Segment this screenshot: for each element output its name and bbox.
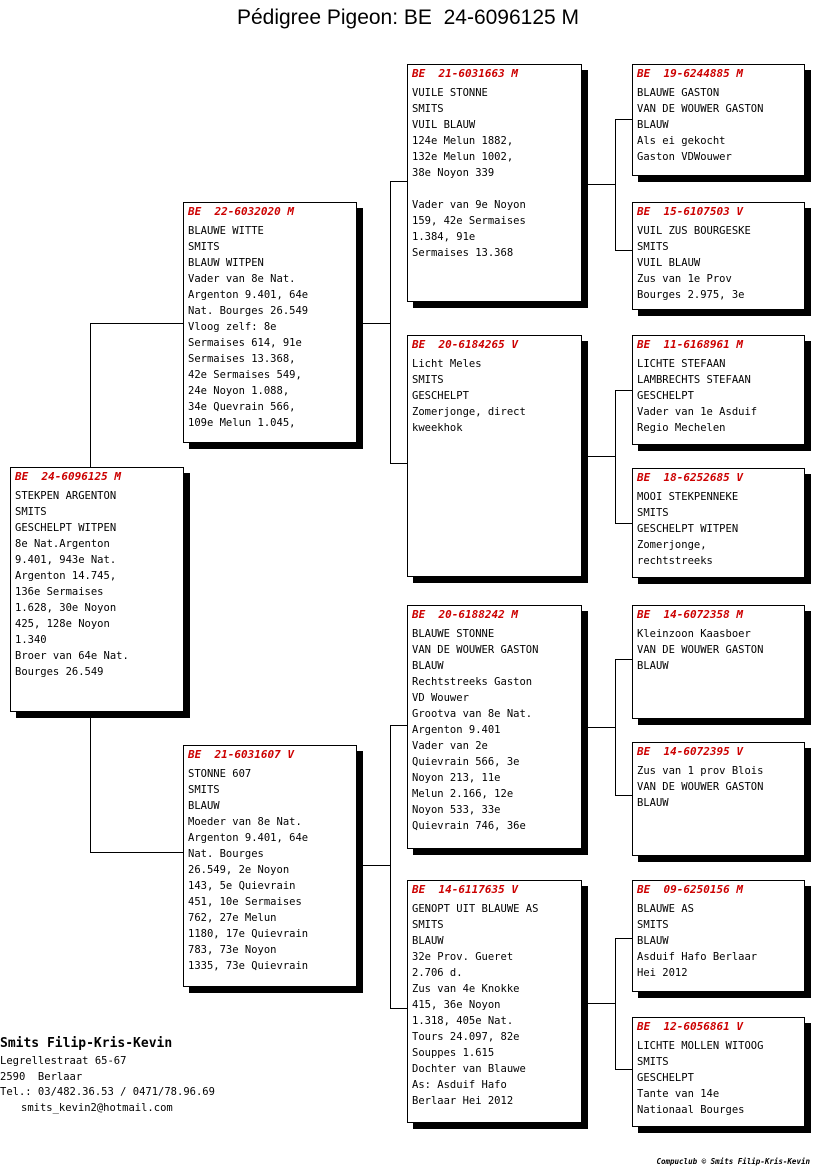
ring-number: BE 14-6072395 V xyxy=(637,745,743,758)
pigeon-card-mff xyxy=(632,605,805,719)
pigeon-info-line: VUIL BLAUW xyxy=(637,257,701,269)
pigeon-info-line: As: Asduif Hafo xyxy=(412,1079,507,1091)
pigeon-info-line: Argenton 9.401, 64e xyxy=(188,289,309,301)
connector-line xyxy=(90,323,183,324)
pigeon-info-line: Moeder van 8e Nat. xyxy=(188,816,302,828)
pigeon-info-line: Vader van 1e Asduif xyxy=(637,406,758,418)
pigeon-info-line: Bourges 26.549 xyxy=(15,666,104,678)
pigeon-info-line: 32e Prov. Gueret xyxy=(412,951,514,963)
pigeon-info-line: BLAUW xyxy=(637,935,669,947)
pigeon-info-line: Hei 2012 xyxy=(637,967,688,979)
pigeon-info-line: 38e Noyon 339 xyxy=(412,167,495,179)
pigeon-info-line: GESCHELPT WITPEN xyxy=(15,522,117,534)
ring-number: BE 14-6117635 V xyxy=(412,883,518,896)
pigeon-info-line: Berlaar Hei 2012 xyxy=(412,1095,514,1107)
ring-number: BE 21-6031663 M xyxy=(412,67,518,80)
pigeon-info-line: Rechtstreeks Gaston xyxy=(412,676,533,688)
pigeon-info-line: Als ei gekocht xyxy=(637,135,726,147)
pigeon-info-line: Nationaal Bourges xyxy=(637,1104,745,1116)
pigeon-info-line: Grootva van 8e Nat. xyxy=(412,708,533,720)
pigeon-info-line: VAN DE WOUWER GASTON xyxy=(637,644,764,656)
connector-line xyxy=(390,463,407,464)
pigeon-info-line: SMITS xyxy=(412,919,444,931)
ring-number: BE 20-6188242 M xyxy=(412,608,518,621)
pigeon-info-line: 9.401, 943e Nat. xyxy=(15,554,117,566)
pigeon-info-line: SMITS xyxy=(412,103,444,115)
connector-line xyxy=(90,712,91,852)
pigeon-info-line: Bourges 2.975, 3e xyxy=(637,289,745,301)
pigeon-info-line: STONNE 607 xyxy=(188,768,252,780)
ring-number: BE 19-6244885 M xyxy=(637,67,743,80)
pigeon-info-line: BLAUW xyxy=(188,800,220,812)
connector-line xyxy=(582,1003,615,1004)
owner-city: 2590 Berlaar xyxy=(0,1070,83,1083)
pigeon-info-line: 1.340 xyxy=(15,634,47,646)
pigeon-info-line xyxy=(412,181,577,197)
pigeon-info-line: Vader van 8e Nat. xyxy=(188,273,296,285)
pigeon-info-line: Vader van 2e xyxy=(412,740,488,752)
connector-line xyxy=(615,523,632,524)
ring-number: BE 20-6184265 V xyxy=(412,338,518,351)
pigeon-info-line: Tante van 14e xyxy=(637,1088,720,1100)
pigeon-info-line: 425, 128e Noyon xyxy=(15,618,110,630)
pigeon-info-line: Zus van 4e Knokke xyxy=(412,983,520,995)
footer-credit: Compuclub © Smits Filip-Kris-Kevin xyxy=(656,1157,810,1166)
pigeon-info-line: BLAUWE WITTE xyxy=(188,225,264,237)
pigeon-info-line: BLAUWE STONNE xyxy=(412,628,495,640)
connector-line xyxy=(615,938,632,939)
pigeon-info-line: 26.549, 2e Noyon xyxy=(188,864,290,876)
pigeon-card-subject xyxy=(10,467,184,712)
ring-number: BE 24-6096125 M xyxy=(15,470,121,483)
pigeon-info-line: Gaston VDWouwer xyxy=(637,151,732,163)
pigeon-info-line: 159, 42e Sermaises xyxy=(412,215,526,227)
connector-line xyxy=(615,659,632,660)
pigeon-info-line: LICHTE STEFAAN xyxy=(637,358,726,370)
pigeon-info-line: Nat. Bourges 26.549 xyxy=(188,305,309,317)
connector-line xyxy=(615,390,616,523)
pigeon-card-mfm xyxy=(632,742,805,856)
pigeon-info-line: GESCHELPT xyxy=(637,1072,694,1084)
pigeon-info-line: Sermaises 13.368, xyxy=(188,353,296,365)
ring-number: BE 22-6032020 M xyxy=(188,205,294,218)
pigeon-info-line: BLAUWE AS xyxy=(637,903,694,915)
ring-number: BE 14-6072358 M xyxy=(637,608,743,621)
pigeon-info-line: 783, 73e Noyon xyxy=(188,944,277,956)
ring-number: BE 09-6250156 M xyxy=(637,883,743,896)
owner-email-text: smits_kevin2@hotmail.com xyxy=(21,1101,173,1114)
connector-line xyxy=(90,852,183,853)
pigeon-info-line: 136e Sermaises xyxy=(15,586,104,598)
pigeon-info-line: VUILE STONNE xyxy=(412,87,488,99)
connector-line xyxy=(615,250,632,251)
owner-address: Legrellestraat 65-67 xyxy=(0,1055,127,1067)
pigeon-info-line: GESCHELPT WITPEN xyxy=(637,523,739,535)
pigeon-info-line: Sermaises 614, 91e xyxy=(188,337,302,349)
pigeon-info-line: Vloog zelf: 8e xyxy=(188,321,277,333)
pigeon-info-line: GESCHELPT xyxy=(412,390,469,402)
pigeon-card-fmf xyxy=(632,335,805,445)
pigeon-info-line: 24e Noyon 1.088, xyxy=(188,385,290,397)
connector-line xyxy=(390,725,391,1008)
pigeon-card-fm xyxy=(407,335,582,577)
connector-line xyxy=(390,181,391,463)
connector-line xyxy=(357,323,390,324)
pigeon-info-line: Melun 2.166, 12e xyxy=(412,788,514,800)
pigeon-info-line: 1.628, 30e Noyon xyxy=(15,602,117,614)
pigeon-info-line: 109e Melun 1.045, xyxy=(188,417,296,429)
connector-line xyxy=(390,725,407,726)
pigeon-info-line: MOOI STEKPENNEKE xyxy=(637,491,739,503)
pigeon-info-line: LAMBRECHTS STEFAAN xyxy=(637,374,751,386)
pigeon-info-line: Noyon 533, 33e xyxy=(412,804,501,816)
connector-line xyxy=(615,390,632,391)
pigeon-info-line: Regio Mechelen xyxy=(637,422,726,434)
pigeon-info-line: SMITS xyxy=(412,374,444,386)
pigeon-card-fff xyxy=(632,64,805,176)
pigeon-info-line: 1335, 73e Quievrain xyxy=(188,960,309,972)
pigeon-info-line: SMITS xyxy=(188,784,220,796)
pigeon-info-line: 8e Nat.Argenton xyxy=(15,538,110,550)
pigeon-info-line: Zus van 1 prov Blois xyxy=(637,765,764,777)
pigeon-card-father xyxy=(183,202,357,443)
pigeon-info-line: LICHTE MOLLEN WITOOG xyxy=(637,1040,764,1052)
owner-name: Smits Filip-Kris-Kevin xyxy=(0,1036,173,1051)
pigeon-info-line: BLAUW xyxy=(637,797,669,809)
pigeon-info-line: BLAUW WITPEN xyxy=(188,257,264,269)
ring-number: BE 11-6168961 M xyxy=(637,338,743,351)
connector-line xyxy=(615,119,616,250)
connector-line xyxy=(615,1069,632,1070)
pigeon-info-line: kweekhok xyxy=(412,422,463,434)
owner-block xyxy=(0,1034,215,1116)
pigeon-info-line: 1180, 17e Quievrain xyxy=(188,928,309,940)
pigeon-info-line: Asduif Hafo Berlaar xyxy=(637,951,758,963)
pigeon-info-line: VAN DE WOUWER GASTON xyxy=(412,644,539,656)
pigeon-info-line: 34e Quevrain 566, xyxy=(188,401,296,413)
pigeon-info-line: 143, 5e Quievrain xyxy=(188,880,296,892)
pigeon-info-line: Argenton 9.401 xyxy=(412,724,501,736)
connector-line xyxy=(390,181,407,182)
pigeon-card-mm xyxy=(407,880,582,1123)
pigeon-info-line: 415, 36e Noyon xyxy=(412,999,501,1011)
pigeon-info-line: 124e Melun 1882, xyxy=(412,135,514,147)
pigeon-info-line: SMITS xyxy=(15,506,47,518)
pigeon-card-mf xyxy=(407,605,582,849)
pigeon-info-line: 1.384, 91e xyxy=(412,231,476,243)
pigeon-info-line: 1.318, 405e Nat. xyxy=(412,1015,514,1027)
pigeon-card-mmm xyxy=(632,1017,805,1127)
pigeon-info-line: Argenton 14.745, xyxy=(15,570,117,582)
pigeon-info-line: BLAUW xyxy=(412,935,444,947)
pigeon-info-line: 2.706 d. xyxy=(412,967,463,979)
ring-number: BE 18-6252685 V xyxy=(637,471,743,484)
connector-line xyxy=(582,456,615,457)
pigeon-info-line: Argenton 9.401, 64e xyxy=(188,832,309,844)
connector-line xyxy=(90,323,91,467)
pigeon-info-line: VAN DE WOUWER GASTON xyxy=(637,781,764,793)
pigeon-info-line: BLAUW xyxy=(637,119,669,131)
owner-email xyxy=(0,1101,215,1117)
pigeon-info-line: Kleinzoon Kaasboer xyxy=(637,628,751,640)
pigeon-card-fmm xyxy=(632,468,805,578)
pigeon-info-line: 451, 10e Sermaises xyxy=(188,896,302,908)
pigeon-info-line: GENOPT UIT BLAUWE AS xyxy=(412,903,539,915)
owner-phone: Tel.: 03/482.36.53 / 0471/78.96.69 xyxy=(0,1086,215,1098)
pigeon-info-line: Noyon 213, 11e xyxy=(412,772,501,784)
pigeon-info-line: Zus van 1e Prov xyxy=(637,273,732,285)
connector-line xyxy=(390,1008,407,1009)
connector-line xyxy=(615,119,632,120)
pigeon-info-line: VD Wouwer xyxy=(412,692,469,704)
pigeon-info-line: BLAUWE GASTON xyxy=(637,87,720,99)
pigeon-info-line: Zomerjonge, xyxy=(637,539,707,551)
connector-line xyxy=(582,727,615,728)
pigeon-info-line: Dochter van Blauwe xyxy=(412,1063,526,1075)
connector-line xyxy=(357,865,390,866)
pigeon-card-mother xyxy=(183,745,357,987)
pigeon-info-line: Quievrain 746, 36e xyxy=(412,820,526,832)
pigeon-info-line: 42e Sermaises 549, xyxy=(188,369,302,381)
pigeon-info-line: Broer van 64e Nat. xyxy=(15,650,129,662)
connector-line xyxy=(615,795,632,796)
connector-line xyxy=(582,184,615,185)
pigeon-info-line: SMITS xyxy=(637,1056,669,1068)
pigeon-info-line: Tours 24.097, 82e xyxy=(412,1031,520,1043)
pigeon-info-line: VUIL ZUS BOURGESKE xyxy=(637,225,751,237)
page-title: Pédigree Pigeon: BE 24-6096125 M xyxy=(236,6,580,29)
connector-line xyxy=(615,659,616,795)
ring-number: BE 15-6107503 V xyxy=(637,205,743,218)
pigeon-info-line: SMITS xyxy=(637,241,669,253)
pigeon-info-line: VUIL BLAUW xyxy=(412,119,476,131)
ring-number: BE 12-6056861 V xyxy=(637,1020,743,1033)
pigeon-info-line: Sermaises 13.368 xyxy=(412,247,514,259)
ring-number: BE 21-6031607 V xyxy=(188,748,294,761)
pigeon-card-mmf xyxy=(632,880,805,992)
pigeon-info-line: SMITS xyxy=(637,507,669,519)
pigeon-info-line: Licht Meles xyxy=(412,358,482,370)
pigeon-info-line: Zomerjonge, direct xyxy=(412,406,526,418)
pigeon-info-line: Nat. Bourges xyxy=(188,848,264,860)
pigeon-info-line: BLAUW xyxy=(412,660,444,672)
pigeon-info-line: Souppes 1.615 xyxy=(412,1047,495,1059)
pigeon-info-line: SMITS xyxy=(188,241,220,253)
pigeon-info-line: BLAUW xyxy=(637,660,669,672)
pigeon-info-line: 762, 27e Melun xyxy=(188,912,277,924)
pigeon-info-line: rechtstreeks xyxy=(637,555,713,567)
pigeon-info-line: VAN DE WOUWER GASTON xyxy=(637,103,764,115)
pigeon-info-line: 132e Melun 1002, xyxy=(412,151,514,163)
pigeon-info-line: SMITS xyxy=(637,919,669,931)
pigeon-card-ffm xyxy=(632,202,805,310)
pigeon-info-line: Quievrain 566, 3e xyxy=(412,756,520,768)
connector-line xyxy=(615,938,616,1069)
pigeon-info-line: STEKPEN ARGENTON xyxy=(15,490,117,502)
pigeon-info-line: GESCHELPT xyxy=(637,390,694,402)
pigeon-card-ff xyxy=(407,64,582,302)
pigeon-info-line: Vader van 9e Noyon xyxy=(412,199,526,211)
